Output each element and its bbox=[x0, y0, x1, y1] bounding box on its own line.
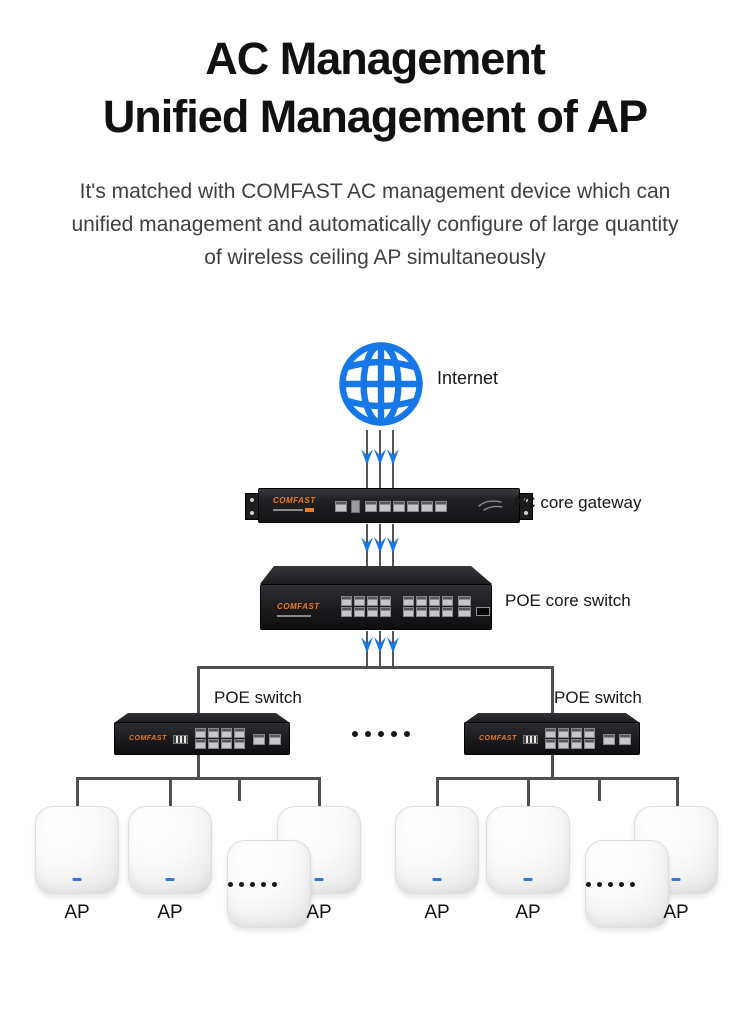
port bbox=[393, 501, 405, 512]
internet-label: Internet bbox=[437, 368, 499, 388]
drop-line bbox=[76, 777, 79, 807]
ap-label: AP bbox=[157, 902, 183, 923]
port bbox=[367, 607, 378, 617]
drop-line bbox=[676, 777, 679, 807]
bus-line bbox=[436, 777, 679, 780]
sfp-slot bbox=[476, 607, 490, 616]
ap-device bbox=[486, 806, 570, 894]
port bbox=[416, 607, 427, 617]
poe-switch-left-device bbox=[114, 722, 290, 755]
port bbox=[253, 734, 265, 745]
port bbox=[195, 728, 206, 738]
port-bank bbox=[545, 728, 595, 749]
uplink-ports bbox=[253, 734, 281, 745]
left-switch-label: POE switch bbox=[214, 688, 302, 707]
poe-core-switch-device bbox=[260, 584, 492, 630]
gateway-label: AC core gateway bbox=[512, 493, 642, 512]
port bbox=[403, 607, 414, 617]
description-line-2: unified management and automatically configure of large quantity bbox=[71, 213, 679, 236]
ap-label: AP bbox=[306, 902, 332, 923]
port bbox=[234, 739, 245, 749]
drop-line bbox=[197, 666, 200, 720]
port bbox=[234, 728, 245, 738]
rack-ear bbox=[245, 493, 259, 520]
poe-switch-right-device bbox=[464, 722, 640, 755]
port bbox=[545, 728, 556, 738]
port bbox=[558, 739, 569, 749]
title-line-1: AC Management bbox=[205, 33, 545, 84]
port-bank bbox=[195, 728, 245, 749]
drop-line bbox=[169, 777, 172, 807]
core-switch-label: POE core switch bbox=[505, 591, 631, 610]
port bbox=[442, 607, 453, 617]
port bbox=[403, 596, 414, 606]
port bbox=[195, 739, 206, 749]
port bbox=[571, 739, 582, 749]
port bbox=[584, 739, 595, 749]
port bbox=[619, 734, 631, 745]
brand-subline bbox=[277, 615, 311, 617]
brand-subline bbox=[273, 509, 303, 511]
port bbox=[429, 596, 440, 606]
drop-line bbox=[551, 755, 554, 778]
port bbox=[269, 734, 281, 745]
port bbox=[341, 607, 352, 617]
right-switch-label: POE switch bbox=[554, 688, 642, 707]
port bbox=[442, 596, 453, 606]
ap-led bbox=[166, 878, 175, 881]
port bbox=[208, 739, 219, 749]
bus-line bbox=[197, 666, 554, 669]
ap-led bbox=[433, 878, 442, 881]
ap-led bbox=[524, 878, 533, 881]
ap-led bbox=[73, 878, 82, 881]
drop-line bbox=[238, 777, 241, 801]
port-bank bbox=[365, 501, 447, 512]
page-title bbox=[0, 30, 750, 146]
description-line-3: of wireless ceiling AP simultaneously bbox=[204, 246, 546, 269]
description-line-1: It's matched with COMFAST AC management device which can bbox=[79, 180, 671, 203]
port bbox=[380, 596, 391, 606]
uplink-ports bbox=[458, 596, 471, 617]
brand-logo: COMFAST bbox=[479, 735, 517, 742]
port bbox=[545, 739, 556, 749]
port bbox=[341, 596, 352, 606]
eagle-logo bbox=[477, 497, 505, 515]
internet-globe-icon bbox=[337, 340, 425, 428]
port bbox=[354, 607, 365, 617]
ap-label: AP bbox=[515, 902, 541, 923]
port bbox=[603, 734, 615, 745]
ap-device bbox=[128, 806, 212, 894]
dip-switch bbox=[523, 735, 538, 744]
usb-port bbox=[351, 500, 360, 513]
uplink-ports bbox=[603, 734, 631, 745]
port bbox=[421, 501, 433, 512]
brand-logo: COMFAST bbox=[277, 602, 320, 611]
ac-gateway-device bbox=[258, 488, 520, 523]
port bbox=[584, 728, 595, 738]
drop-line bbox=[436, 777, 439, 807]
port bbox=[558, 728, 569, 738]
port bbox=[335, 501, 347, 512]
port bbox=[416, 596, 427, 606]
port bbox=[354, 596, 365, 606]
page-description bbox=[0, 175, 750, 274]
port bbox=[221, 728, 232, 738]
drop-line bbox=[598, 777, 601, 801]
port bbox=[221, 739, 232, 749]
drop-line bbox=[197, 755, 200, 778]
bus-line bbox=[76, 777, 321, 780]
port bbox=[365, 501, 377, 512]
title-line-2: Unified Management of AP bbox=[102, 91, 648, 142]
port bbox=[458, 596, 471, 606]
dip-switch bbox=[173, 735, 188, 744]
brand-logo: COMFAST bbox=[273, 496, 316, 505]
port-bank bbox=[341, 596, 391, 617]
brand-chip bbox=[305, 508, 314, 512]
drop-line bbox=[318, 777, 321, 807]
ap-label: AP bbox=[424, 902, 450, 923]
ap-device bbox=[395, 806, 479, 894]
ellipsis-dots bbox=[352, 731, 410, 737]
port bbox=[571, 728, 582, 738]
drop-line bbox=[527, 777, 530, 807]
port bbox=[407, 501, 419, 512]
port bbox=[367, 596, 378, 606]
port bbox=[379, 501, 391, 512]
port bbox=[429, 607, 440, 617]
core-switch-top bbox=[260, 566, 492, 584]
port-bank bbox=[403, 596, 453, 617]
port bbox=[208, 728, 219, 738]
ap-led bbox=[315, 878, 324, 881]
ap-label: AP bbox=[64, 902, 90, 923]
port bbox=[380, 607, 391, 617]
ap-device bbox=[35, 806, 119, 894]
port bbox=[458, 607, 471, 617]
brand-logo: COMFAST bbox=[129, 735, 167, 742]
ap-label: AP bbox=[663, 902, 689, 923]
port bbox=[435, 501, 447, 512]
ap-led bbox=[672, 878, 681, 881]
